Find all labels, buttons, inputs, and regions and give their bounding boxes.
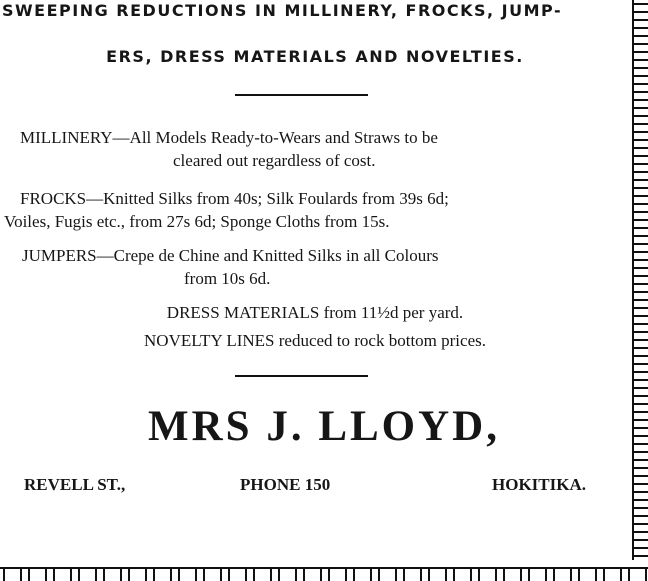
phone-number: PHONE 150 [240, 475, 331, 494]
frocks-line-1: FROCKS—Knitted Silks from 40s; Silk Foulards from 39s 6d; [20, 189, 449, 208]
decorative-border-bottom [0, 567, 648, 581]
frocks-line-2: Voiles, Fugis etc., from 27s 6d; Sponge Cloths from 15s. [4, 212, 390, 231]
decorative-border-right [632, 0, 648, 560]
millinery-line-1: MILLINERY—All Models Ready-to-Wears and Straws to be [20, 128, 438, 147]
divider-bottom [235, 375, 368, 377]
divider-top [235, 94, 368, 96]
jumpers-line-1: JUMPERS—Crepe de Chine and Knitted Silks in all Colours [22, 246, 439, 265]
advertiser-name: MRS J. LLOYD, [148, 403, 500, 450]
address-street: REVELL ST., [24, 475, 126, 494]
headline-line-2: ERS, DRESS MATERIALS AND NOVELTIES. [106, 47, 524, 66]
millinery-line-2: cleared out regardless of cost. [173, 151, 376, 170]
dress-materials-line: DRESS MATERIALS from 11½d per yard. [166, 303, 464, 322]
headline-line-1: SWEEPING REDUCTIONS IN MILLINERY, FROCKS, JUMP- [2, 1, 563, 20]
jumpers-line-2: from 10s 6d. [184, 269, 271, 288]
novelty-lines-line: NOVELTY LINES reduced to rock bottom prices. [144, 331, 486, 350]
address-town: HOKITIKA. [492, 475, 586, 494]
